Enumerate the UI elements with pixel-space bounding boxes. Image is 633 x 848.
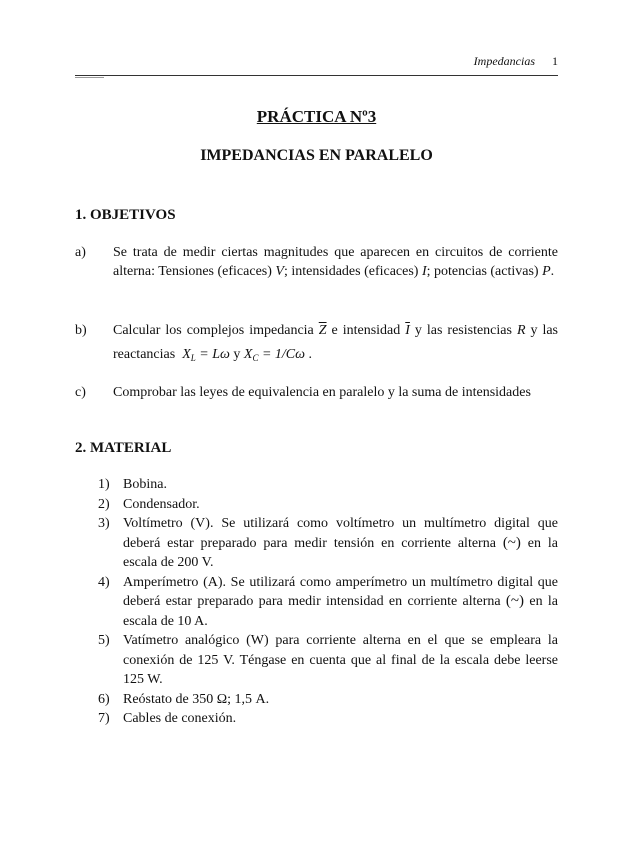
ac-symbol: (~) xyxy=(502,534,521,551)
header-title: Impedancias xyxy=(473,54,535,68)
list-item: 4) Amperímetro (A). Se utilizará como amperímetro un multímetro digital que deberá estar preparado para medir intensidad en corriente alterna (~) en la escala de 10 A. xyxy=(98,574,558,629)
current-symbol: $\overline{I}$ xyxy=(405,323,410,338)
material-list xyxy=(98,475,558,729)
objective-b xyxy=(75,319,558,370)
item-label: c) xyxy=(75,385,86,400)
ac-symbol: (~) xyxy=(505,593,525,609)
page-title: PRÁCTICA Nº3 xyxy=(256,107,377,126)
list-item: 2) Condensador. xyxy=(98,496,200,512)
page-header xyxy=(75,54,558,69)
item-text: Comprobar las leyes de equivalencia en paralelo y la suma de intensidades xyxy=(113,385,531,400)
section-heading-objetivos: 1. OBJETIVOS xyxy=(75,207,176,223)
list-item: 1) Bobina. xyxy=(98,477,167,492)
objective-c xyxy=(75,384,558,403)
objective-a xyxy=(75,244,558,281)
item-text: Se trata de medir ciertas magnitudes que aparecen en circuitos de corriente alterna: Tensiones (eficaces) V; intensidades (eficaces) I; potencias (activas) P. xyxy=(113,245,558,279)
header-rule xyxy=(75,75,558,76)
list-item: 6) Reóstato de 350 Ω; 1,5 A. xyxy=(98,691,270,707)
list-item: 5) Vatímetro analógico (W) para corriente alterna en el que se empleara la conexión de 125 V. Téngase en cuenta que al final de la escala debe leerse 125 W. xyxy=(98,633,558,687)
item-label: b) xyxy=(75,323,87,338)
list-item: 7) Cables de conexión. xyxy=(98,711,237,726)
page-subtitle: IMPEDANCIAS EN PARALELO xyxy=(200,147,433,164)
header-rule-accent xyxy=(75,77,104,78)
section-heading-material: 2. MATERIAL xyxy=(75,440,172,456)
item-label: a) xyxy=(75,245,86,260)
impedance-symbol: $\overline{Z}$ xyxy=(318,323,327,338)
item-text: Calcular los complejos impedancia $\overline{Z}$ e intensidad $\overline{I}$ y las resistencias R y las reactancias $X_L = L\omega$ y $X_C = 1/C\omega$ . xyxy=(113,323,559,363)
page-number: 1 xyxy=(552,54,558,68)
list-item: 3) Voltímetro (V). Se utilizará como voltímetro un multímetro digital que deberá estar preparado para medir tensión en corriente alterna (~) en la escala de 200 V. xyxy=(98,516,558,570)
